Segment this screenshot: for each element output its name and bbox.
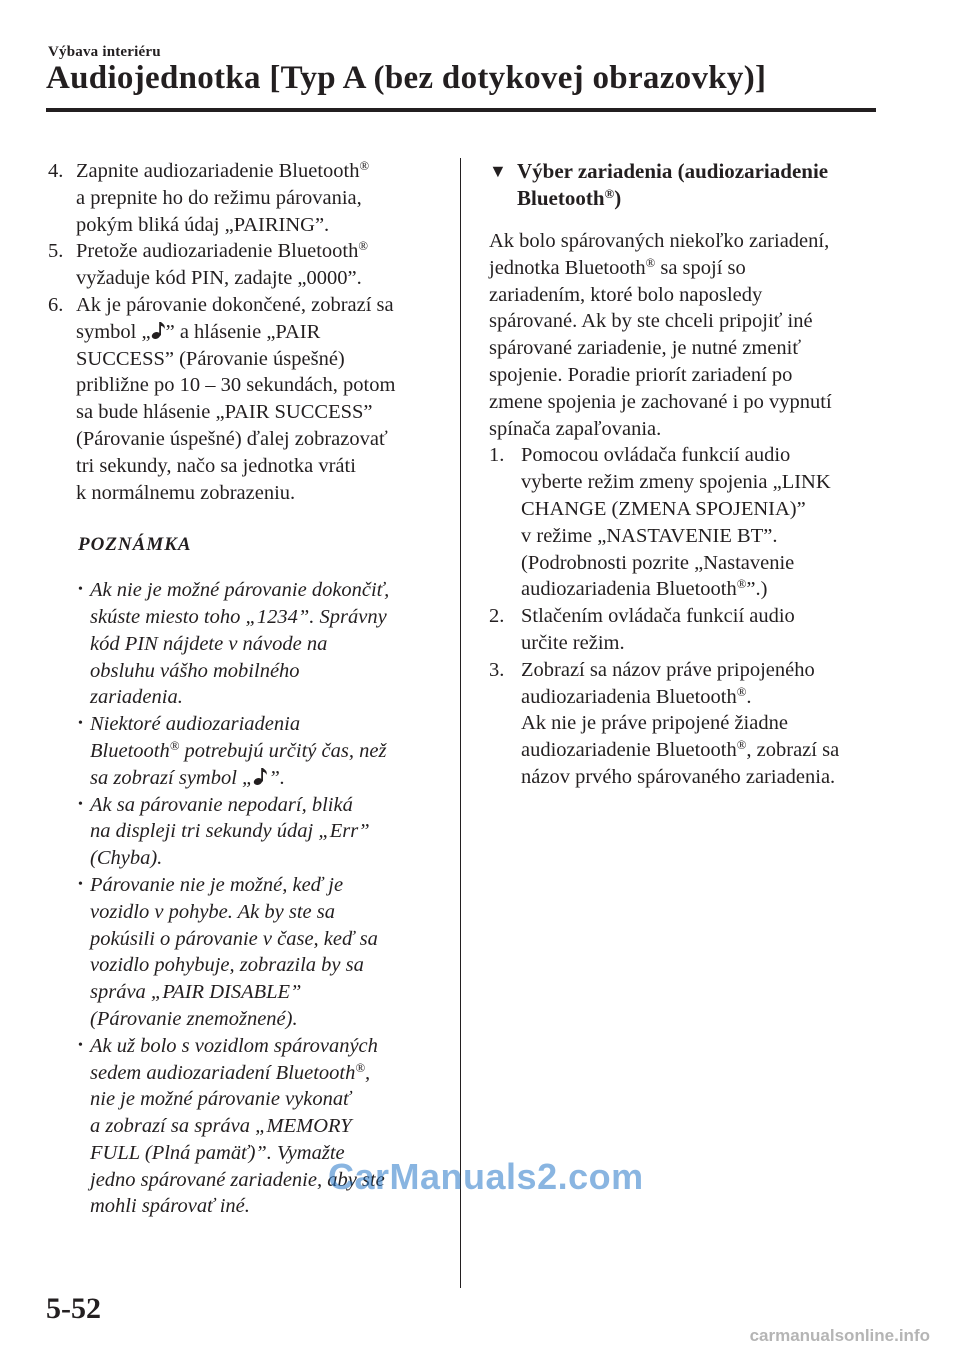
bullet-dot-icon: •	[78, 796, 83, 812]
music-note-icon	[151, 320, 166, 340]
section-heading	[489, 158, 889, 212]
step-item	[489, 442, 889, 603]
step-number: 2.	[489, 605, 505, 628]
page-number: 5-52	[46, 1292, 101, 1325]
note-bullet	[78, 711, 443, 791]
column-divider	[460, 158, 461, 1288]
intro-paragraph: Ak bolo spárovaných niekoľko zariadení, jednotka Bluetooth® sa spojí so zariadením, ktoré bolo naposledy spárované. Ak by ste chceli pripojiť iné spárované zariadenie, je nutné zmeniť spojenie. Poradie priorít zariadení po zmene spojenia je zachované i po vypnutí spínača zapaľovania.	[489, 230, 832, 440]
right-column	[489, 158, 889, 791]
step-number: 1.	[489, 444, 505, 467]
step-item	[489, 657, 889, 791]
step-text: Pretože audiozariadenie Bluetooth® vyžaduje kód PIN, zadajte „0000”.	[76, 239, 368, 290]
bullet-dot-icon: •	[78, 582, 83, 598]
step-number: 3.	[489, 658, 505, 681]
step-text: Pomocou ovládača funkcií audio vyberte režim zmeny spojenia „LINK CHANGE (ZMENA SPOJENIA)” v režime „NASTAVENIE BT”. (Podrobnosti pozrite „Nastavenie audiozariadenia Bluetooth®”.)	[521, 444, 831, 601]
triangle-down-icon: ▼	[489, 161, 507, 181]
note-bullet	[78, 577, 443, 711]
step-number: 5.	[48, 240, 64, 263]
title-divider	[46, 108, 876, 112]
step-item	[48, 292, 443, 506]
notes-list	[78, 577, 443, 1220]
note-text: Ak už bolo s vozidlom spárovaných sedem audiozariadení Bluetooth®, nie je možné párovanie vykonať a zobrazí sa správa „MEMORY FULL (Plná pamäť)”. Vymažte jedno spárované zariadenie, aby ste mohli spárovať iné.	[90, 1034, 385, 1218]
watermark-logo[interactable]: CarManuals2.com	[328, 1156, 644, 1197]
right-steps-list	[489, 442, 889, 790]
step-text: Zobrazí sa názov práve pripojeného audiozariadenia Bluetooth®. Ak nie je práve pripojené žiadne audiozariadenie Bluetooth®, zobrazí sa názov prvého spárovaného zariadenia.	[521, 658, 840, 788]
note-text: Ak sa párovanie nepodarí, bliká na displeji tri sekundy údaj „Err” (Chyba).	[90, 793, 370, 870]
step-number: 6.	[48, 293, 64, 316]
section-label: Výbava interiéru	[48, 44, 161, 60]
note-text: Párovanie nie je možné, keď je vozidlo v pohybe. Ak by ste sa pokúsili o párovanie v čase, keď sa vozidlo pohybuje, zobrazila by sa správa „PAIR DISABLE” (Párovanie znemožnené).	[90, 873, 378, 1030]
note-text: Ak nie je možné párovanie dokončiť, skúste miesto toho „1234”. Správny kód PIN nájdete v návode na obsluhu vášho mobilného zariadenia.	[90, 579, 390, 709]
step-text: Ak je párovanie dokončené, zobrazí sa symbol „ ” a hlásenie „PAIR SUCCESS” (Párovanie úspešné) približne po 10 – 30 sekundách, potom sa bude hlásenie „PAIR SUCCESS” (Párovanie úspešné) ďalej zobrazovať tri sekundy, načo sa jednotka vráti k normálnemu zobrazeniu.	[76, 293, 396, 504]
left-steps-list	[48, 158, 443, 506]
left-column	[48, 158, 443, 1220]
footer-url[interactable]: carmanualsonline.info	[749, 1326, 930, 1345]
bullet-dot-icon: •	[78, 1037, 83, 1053]
step-item	[48, 158, 443, 238]
bullet-dot-icon: •	[78, 876, 83, 892]
step-item	[48, 238, 443, 292]
page-title: Audiojednotka [Typ A (bez dotykovej obrazovky)]	[46, 60, 767, 96]
step-item	[489, 603, 889, 657]
note-text: Niektoré audiozariadenia Bluetooth® potrebujú určitý čas, než sa zobrazí symbol „ ”.	[90, 713, 387, 789]
music-note-icon	[253, 766, 268, 786]
section-heading-text: Výber zariadenia (audiozariadenie Bluetooth®)	[517, 159, 829, 210]
step-text: Zapnite audiozariadenie Bluetooth® a prepnite ho do režimu párovania, pokým bliká údaj „PAIRING”.	[76, 159, 370, 236]
step-number: 4.	[48, 160, 64, 182]
note-title: POZNÁMKA	[78, 534, 192, 556]
note-bullet	[78, 872, 443, 1033]
step-text: Stlačením ovládača funkcií audio určite režim.	[521, 605, 795, 654]
bullet-dot-icon: •	[78, 716, 83, 732]
note-bullet	[78, 792, 443, 872]
